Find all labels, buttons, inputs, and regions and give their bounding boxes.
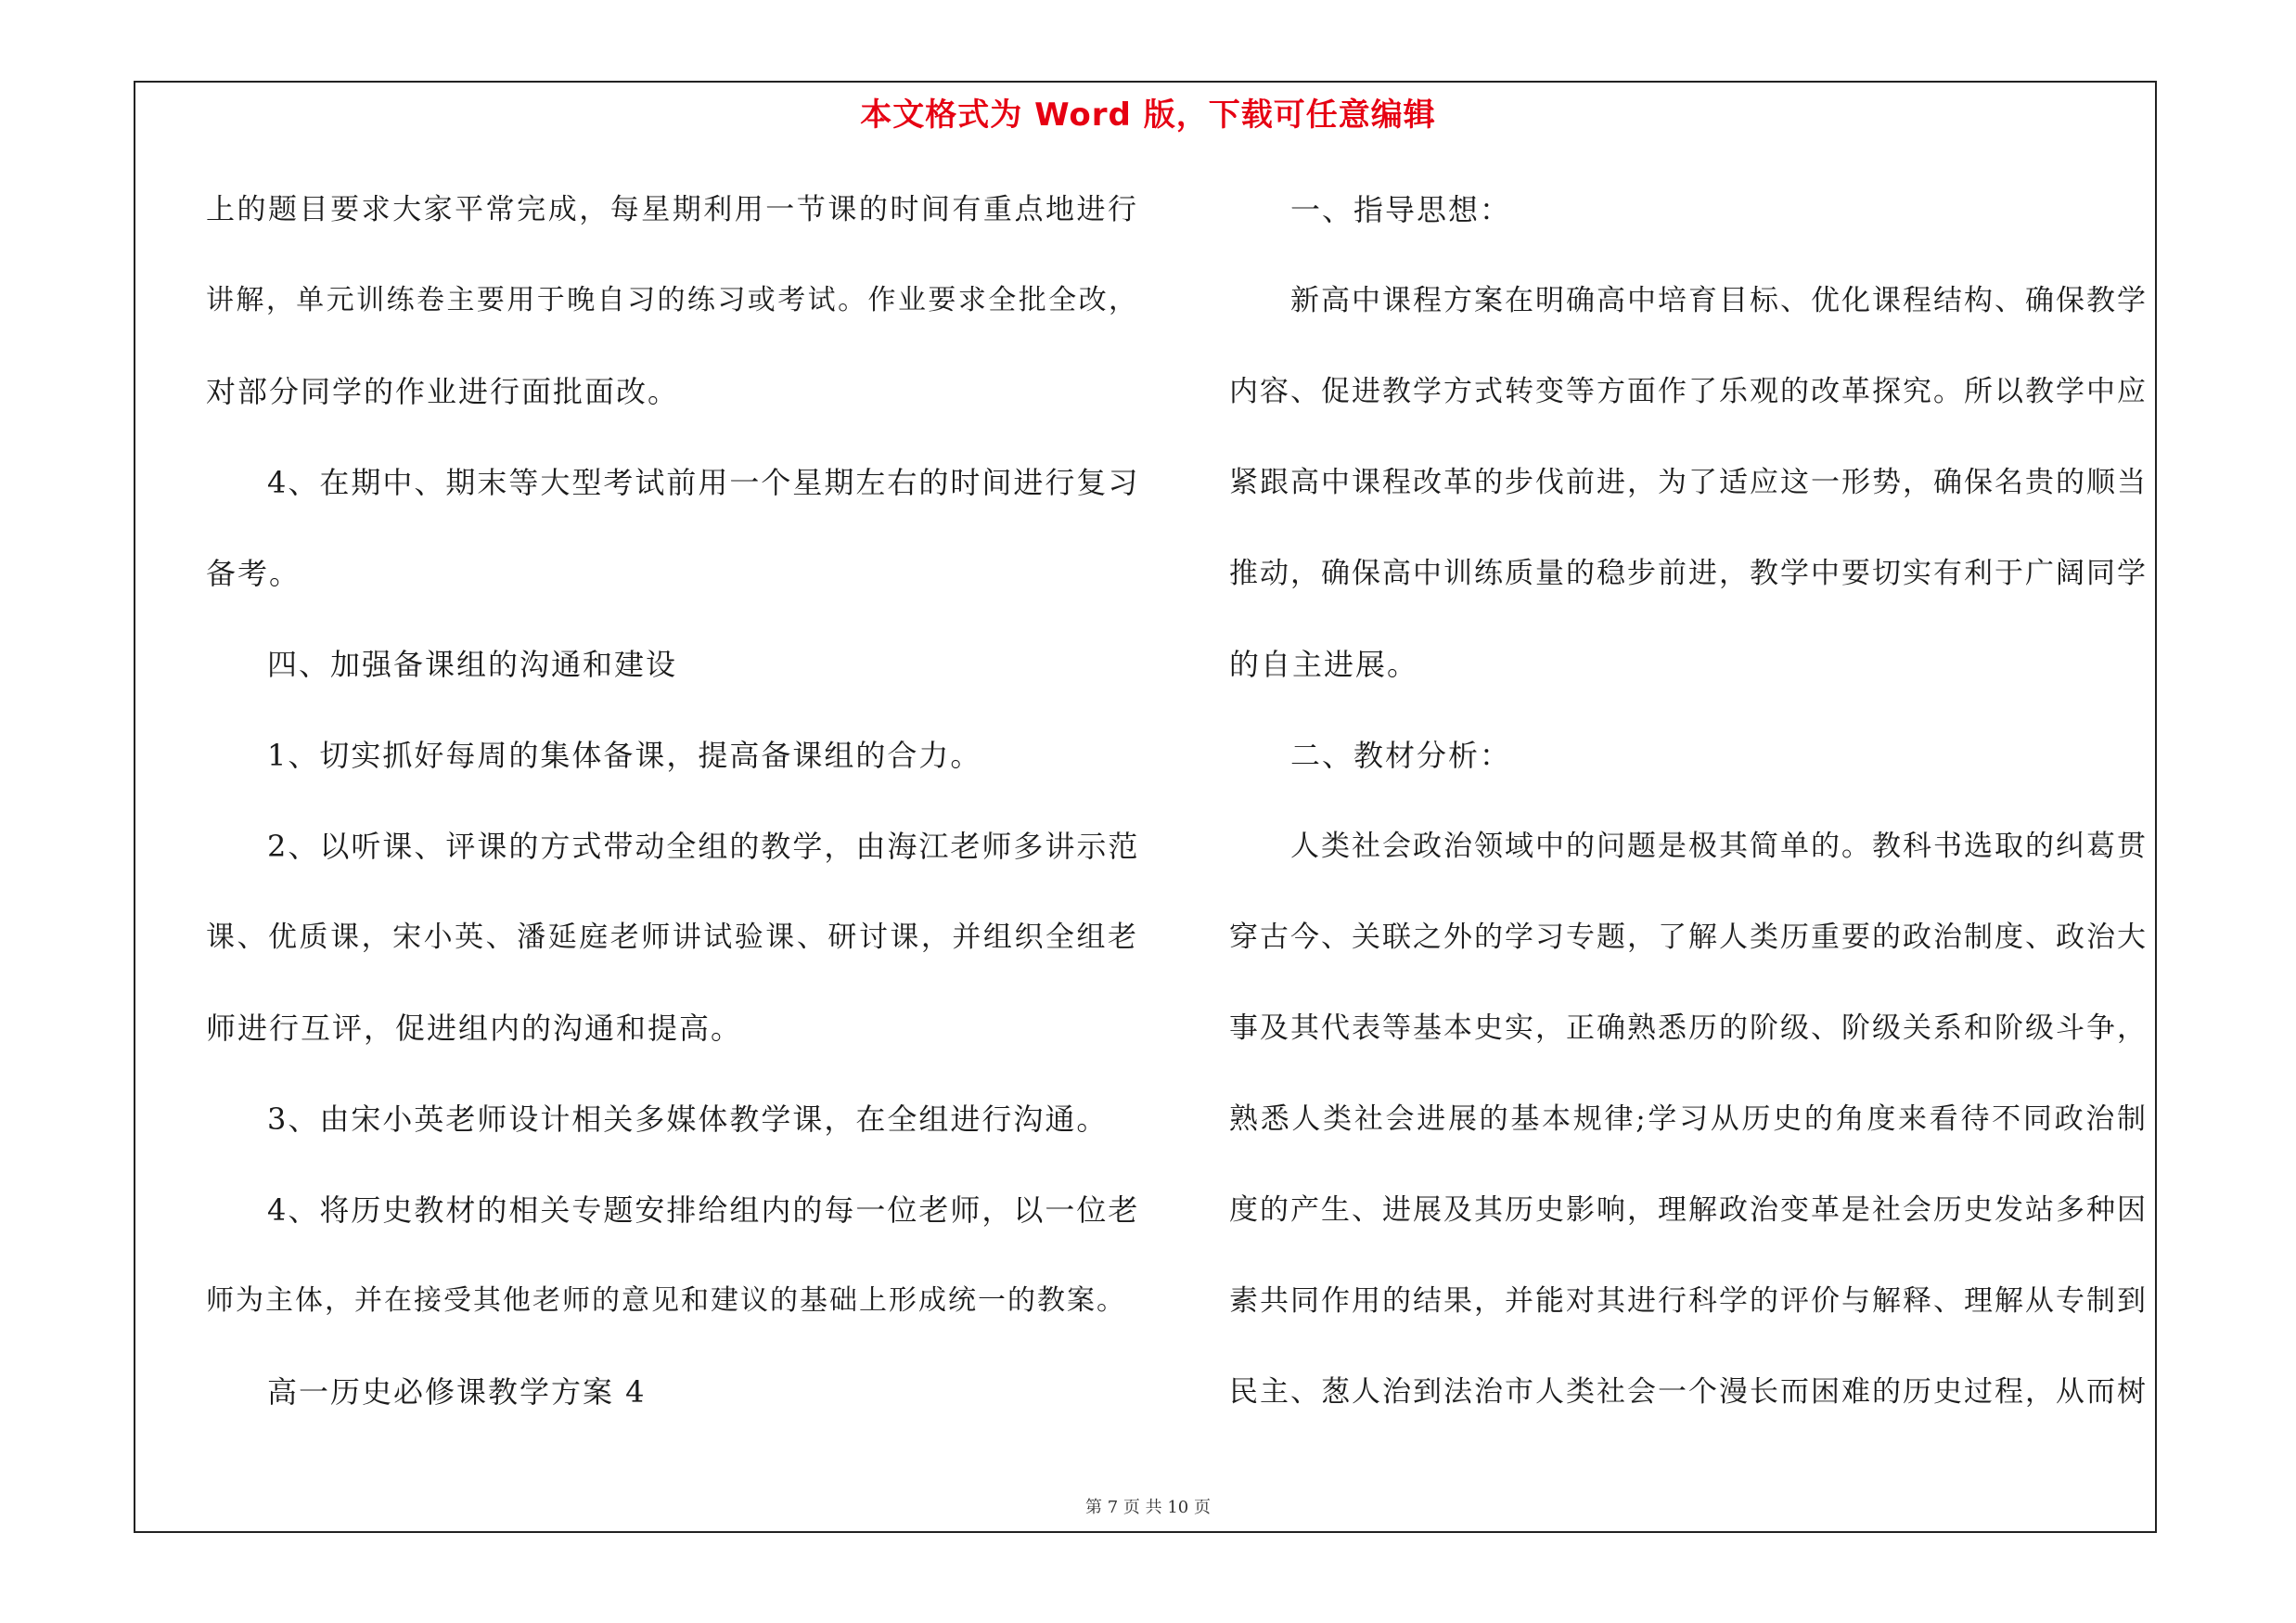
paragraph-line: 紧跟高中课程改革的步伐前进，为了适应这一形势，确保名贵的顺当: [1229, 466, 2148, 499]
section-heading: 一、指导思想：: [1290, 192, 1512, 227]
paragraph-line: 穿古今、关联之外的学习专题，了解人类历重要的政治制度、政治大: [1229, 921, 2148, 954]
paragraph-line: 民主、葱人治到法治市人类社会一个漫长而困难的历史过程，从而树: [1229, 1375, 2148, 1409]
paragraph-line: 度的产生、进展及其历史影响，理解政治变革是社会历史发站多种因: [1229, 1193, 2148, 1227]
paragraph-line: 4、在期中、期末等大型考试前用一个星期左右的时间进行复习: [267, 465, 1140, 500]
paragraph-line: 3、由宋小英老师设计相关多媒体教学课，在全组进行沟通。: [267, 1101, 1109, 1137]
section-heading: 高一历史必修课教学方案 4: [267, 1374, 647, 1410]
page-number: 第 7 页 共 10 页: [1085, 1498, 1211, 1517]
paragraph-line: 2、以听课、评课的方式带动全组的教学，由海江老师多讲示范: [267, 829, 1140, 864]
paragraph-line: 师进行互评，促进组内的沟通和提高。: [206, 1011, 743, 1046]
paragraph-line: 上的题目要求大家平常完成，每星期利用一节课的时间有重点地进行: [206, 193, 1138, 226]
document-banner: 本文格式为 Word 版，下载可任意编辑: [860, 97, 1436, 134]
right-column: [1229, 182, 2148, 1455]
paragraph-line: 4、将历史教材的相关专题安排给组内的每一位老师，以一位老: [267, 1192, 1140, 1228]
paragraph-line: 推动，确保高中训练质量的稳步前进，教学中要切实有利于广阔同学: [1229, 557, 2148, 590]
paragraph-line: 课、优质课，宋小英、潘延庭老师讲试验课、研讨课，并组织全组老: [206, 921, 1138, 954]
paragraph-line: 事及其代表等基本史实，正确熟悉历的阶级、阶级关系和阶级斗争，: [1229, 1011, 2148, 1045]
section-heading: 二、教材分析：: [1290, 738, 1512, 773]
paragraph-line: 对部分同学的作业进行面批面改。: [206, 374, 680, 409]
paragraph-line: 备考。: [206, 556, 301, 591]
paragraph-line: 1、切实抓好每周的集体备课，提高备课组的合力。: [267, 738, 982, 773]
paragraph-line: 讲解，单元训练卷主要用于晚自习的练习或考试。作业要求全批全改，: [206, 284, 1138, 316]
paragraph-line: 人类社会政治领域中的问题是极其简单的。教科书选取的纠葛贯: [1290, 830, 2148, 863]
paragraph-line: 素共同作用的结果，并能对其进行科学的评价与解释、理解从专制到: [1229, 1284, 2148, 1318]
left-column: [206, 182, 1138, 1455]
paragraph-line: 内容、促进教学方式转变等方面作了乐观的改革探究。所以教学中应: [1229, 375, 2148, 408]
paragraph-line: 熟悉人类社会进展的基本规律;学习从历史的角度来看待不同政治制: [1229, 1102, 2148, 1136]
section-heading: 四、加强备课组的沟通和建设: [267, 647, 678, 682]
paragraph-line: 新高中课程方案在明确高中培育目标、优化课程结构、确保教学: [1290, 284, 2148, 317]
paragraph-line: 师为主体，并在接受其他老师的意见和建议的基础上形成统一的教案。: [206, 1284, 1126, 1317]
paragraph-line: 的自主进展。: [1229, 647, 1419, 682]
